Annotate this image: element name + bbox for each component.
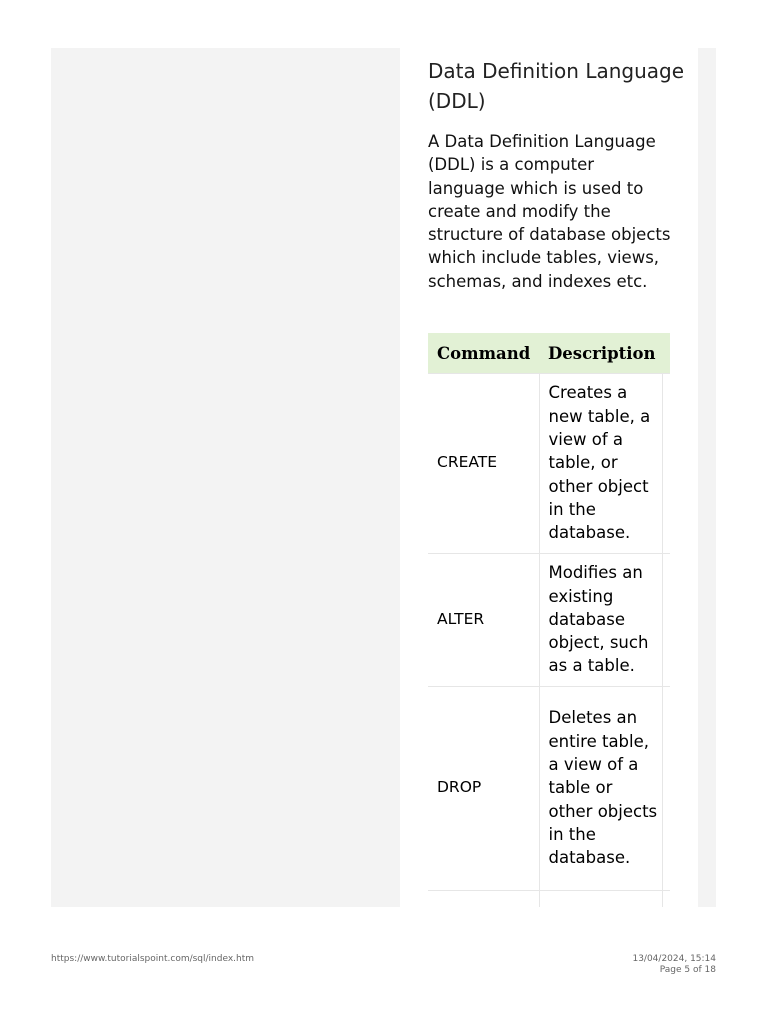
command-cell xyxy=(428,891,539,908)
command-cell: DROP xyxy=(428,687,539,891)
main-content xyxy=(400,48,698,907)
description-cell xyxy=(539,687,670,891)
command-cell: CREATE xyxy=(428,374,539,554)
description-text: Deletes an entire table, a view of a table or other objects in the database. xyxy=(548,708,658,868)
left-sidebar-area xyxy=(51,48,400,907)
table-row xyxy=(428,891,670,908)
description-cell xyxy=(539,554,670,687)
description-text: Modifies an existing database object, such as a table. xyxy=(548,563,649,676)
table-header-row xyxy=(428,333,670,374)
table-row xyxy=(428,374,670,554)
description-text: Creates a new table, a view of a table, or other object in the database. xyxy=(548,383,651,543)
table-inner-right-border xyxy=(662,373,663,907)
footer-page-number: Page 5 of 18 xyxy=(659,965,716,975)
section-heading: Data Definition Language (DDL) xyxy=(428,59,685,113)
right-sidebar-strip xyxy=(698,48,716,907)
header-description: Description xyxy=(539,333,670,374)
header-command: Command xyxy=(428,333,539,374)
command-cell: ALTER xyxy=(428,554,539,687)
footer-meta xyxy=(632,954,716,976)
footer-datetime: 13/04/2024, 15:14 xyxy=(632,954,716,964)
table-row xyxy=(428,554,670,687)
description-cell xyxy=(539,891,670,908)
section-intro: A Data Definition Language (DDL) is a computer language which is used to create and modify the structure of database objects which include tables, views, schemas, and indexes etc. xyxy=(428,132,671,291)
ddl-commands-table xyxy=(428,333,670,907)
description-cell xyxy=(539,374,670,554)
table-row xyxy=(428,687,670,891)
footer-url: https://www.tutorialspoint.com/sql/index.htm xyxy=(51,954,255,964)
